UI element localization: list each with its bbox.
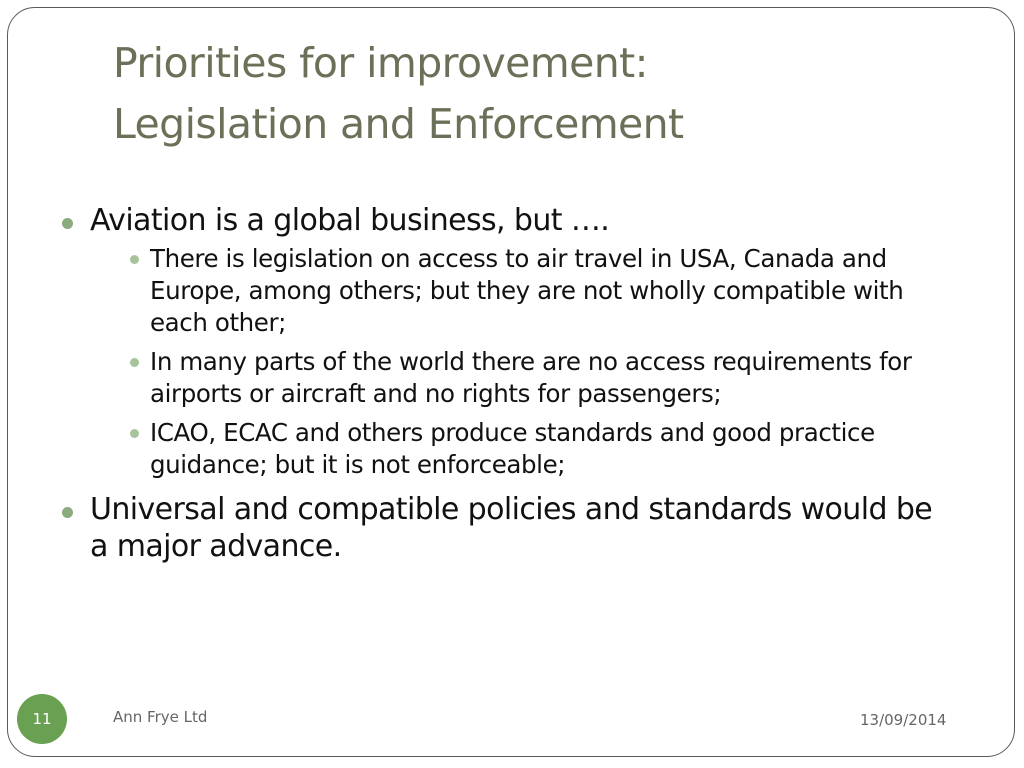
sub-bullet-dot-icon (130, 255, 139, 264)
slide-title (113, 33, 933, 155)
sub-bullet-text: ICAO, ECAC and others produce standards and good practice guidance; but it is not enforceable; (150, 418, 875, 479)
bullet-dot-icon (62, 507, 73, 518)
sub-bullet-dot-icon (130, 429, 139, 438)
sub-bullet-list (90, 243, 940, 481)
sub-bullet-item-3 (90, 417, 940, 481)
footer-date: 13/09/2014 (860, 711, 947, 729)
bullet-item-2 (60, 491, 940, 565)
bullet-text: Universal and compatible policies and standards would be a major advance. (90, 492, 933, 564)
sub-bullet-text: In many parts of the world there are no access requirements for airports or aircraft and no rights for passengers; (150, 347, 912, 408)
bullet-dot-icon (62, 218, 73, 229)
bullet-item-1 (60, 202, 940, 481)
sub-bullet-item-2 (90, 346, 940, 410)
slide-body (60, 202, 940, 565)
title-line-1: Priorities for improvement: (113, 39, 648, 87)
page-number: 11 (32, 710, 52, 728)
page-number-badge (17, 694, 67, 744)
sub-bullet-dot-icon (130, 358, 139, 367)
bullet-list (60, 202, 940, 565)
bullet-text: Aviation is a global business, but …. (90, 203, 610, 238)
footer-author: Ann Frye Ltd (113, 708, 208, 726)
sub-bullet-text: There is legislation on access to air travel in USA, Canada and Europe, among others; but they are not wholly compatible with each other; (150, 244, 904, 337)
sub-bullet-item-1 (90, 243, 940, 339)
title-line-2: Legislation and Enforcement (113, 100, 684, 148)
